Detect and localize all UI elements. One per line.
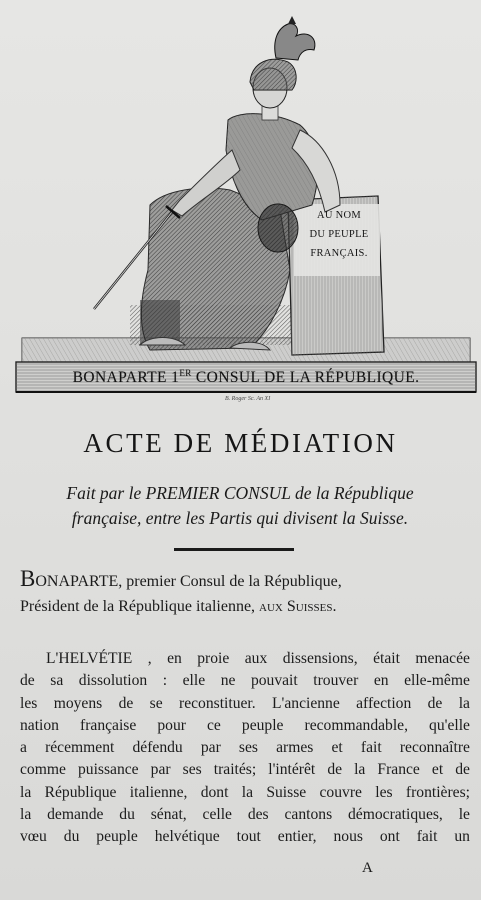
tablet-line: AU NOM xyxy=(316,210,362,221)
body-line: la demande du sénat, celle des cantons démocratiques, le xyxy=(20,806,470,824)
body-line: a récemment défendu par ses armes et fait reconnaître xyxy=(20,739,470,757)
tablet-line: FRANÇAIS. xyxy=(310,248,368,259)
salutation-rest: , premier Consul de la République, xyxy=(118,573,342,590)
body-text xyxy=(20,648,470,849)
body-line: nation française pour ce peuple recommandable, qu'elle xyxy=(20,716,470,734)
name-rest: ONAPARTE xyxy=(35,573,119,590)
body-line: comme puissance par ses traités; l'intérêt de la France et de xyxy=(20,761,470,779)
banner-superscript: ER xyxy=(179,368,192,378)
tablet-inscription xyxy=(296,206,382,263)
engraving-illustration xyxy=(0,0,481,410)
body-line: vœu du peuple helvétique tout entier, nous ont fait un xyxy=(20,828,470,846)
engraving-figure xyxy=(0,0,481,410)
divider-rule xyxy=(174,548,294,551)
salutation-line-1 xyxy=(20,566,470,594)
salutation-line-2 xyxy=(20,594,470,619)
subtitle xyxy=(20,481,460,531)
subtitle-line: française, entre les Partis qui divisent la Suisse. xyxy=(71,508,409,528)
subtitle-line: Fait par le PREMIER CONSUL de la République xyxy=(66,483,414,503)
body-line: L'HELVÉTIE , en proie aux dissensions, était menacée xyxy=(46,650,470,667)
body-line: de sa dissolution : elle ne pouvait trouver en elle-même xyxy=(20,672,470,690)
salutation-start: Président de la République italienne, xyxy=(20,598,260,615)
signature-mark: A xyxy=(362,860,373,876)
pedestal-inscription xyxy=(22,368,470,387)
banner-before: BONAPARTE 1 xyxy=(72,369,180,386)
salutation-end: . xyxy=(332,598,337,615)
addressee: aux Suisses xyxy=(259,598,333,615)
engraver-credit: B. Roger Sc. An XI xyxy=(225,396,271,402)
body-line: les moyens de se reconstituer. L'ancienne affection de la xyxy=(20,694,470,712)
body-line: la République italienne, dont la Suisse couvre les frontières; xyxy=(20,783,470,801)
banner-after: CONSUL DE LA RÉPUBLIQUE. xyxy=(191,369,420,386)
drop-initial: B xyxy=(20,566,36,591)
page-title: ACTE DE MÉDIATION xyxy=(83,428,398,458)
salutation xyxy=(20,566,470,619)
tablet-line: DU PEUPLE xyxy=(309,229,369,240)
